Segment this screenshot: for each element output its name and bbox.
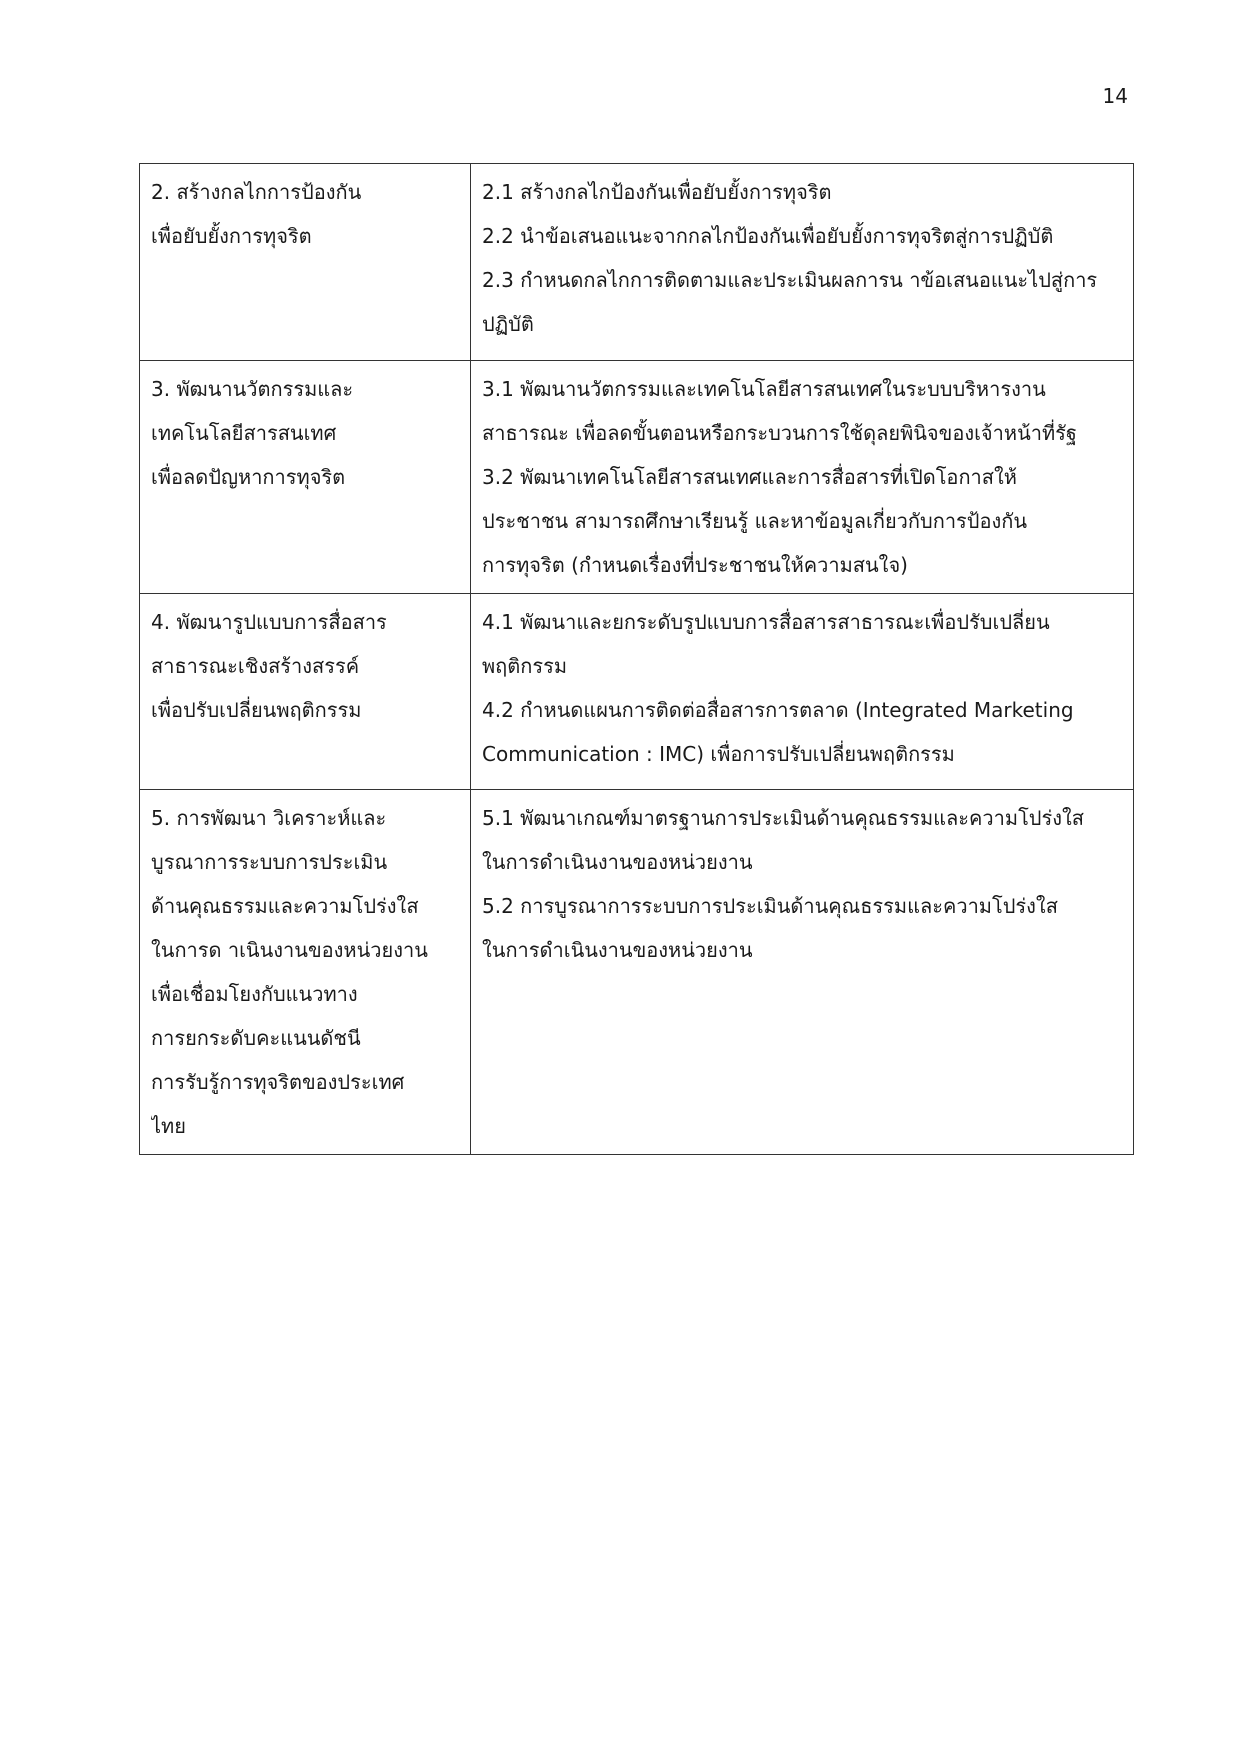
strategy-line: 2. สร้างกลไกการป้องกัน xyxy=(151,180,362,204)
strategy-line: เทคโนโลยีสารสนเทศ xyxy=(151,421,337,445)
measure-line: สาธารณะ เพื่อลดขั้นตอนหรือกระบวนการใช้ดุลยพินิจของเจ้าหน้าที่รัฐ xyxy=(482,421,1077,445)
measures-cell xyxy=(471,790,1134,1155)
measure-line: ประชาชน สามารถศึกษาเรียนรู้ และหาข้อมูลเกี่ยวกับการป้องกัน xyxy=(482,509,1028,533)
strategy-line: การยกระดับคะแนนดัชนี xyxy=(151,1026,361,1050)
strategy-cell xyxy=(140,164,471,361)
strategy-cell xyxy=(140,594,471,790)
measure-line: 3.1 พัฒนานวัตกรรมและเทคโนโลยีสารสนเทศในระบบบริหารงาน xyxy=(482,377,1046,401)
strategy-cell xyxy=(140,790,471,1155)
measures-cell xyxy=(471,164,1134,361)
strategy-cell xyxy=(140,361,471,594)
strategy-line: ด้านคุณธรรมและความโปร่งใส xyxy=(151,894,419,918)
strategy-line: เพื่อปรับเปลี่ยนพฤติกรรม xyxy=(151,698,362,722)
measure-line: 2.2 นำข้อเสนอแนะจากกลไกป้องกันเพื่อยับยั้งการทุจริตสู่การปฏิบัติ xyxy=(482,224,1054,248)
measure-line: ในการดำเนินงานของหน่วยงาน xyxy=(482,850,753,874)
measure-line: การทุจริต (กำหนดเรื่องที่ประชาชนให้ความสนใจ) xyxy=(482,553,908,577)
strategy-line: ในการด าเนินงานของหน่วยงาน xyxy=(151,938,428,962)
strategy-table xyxy=(139,163,1134,1155)
table-row xyxy=(140,361,1134,594)
strategy-line: เพื่อเชื่อมโยงกับแนวทาง xyxy=(151,982,358,1006)
measure-line: 2.1 สร้างกลไกป้องกันเพื่อยับยั้งการทุจริต xyxy=(482,180,832,204)
measure-line: ในการดำเนินงานของหน่วยงาน xyxy=(482,938,753,962)
strategy-line: 5. การพัฒนา วิเคราะห์และ xyxy=(151,806,387,830)
page-number: 14 xyxy=(1102,84,1128,108)
measure-line: 2.3 กำหนดกลไกการติดตามและประเมินผลการน าข้อเสนอแนะไปสู่การ xyxy=(482,268,1098,292)
measure-line: 3.2 พัฒนาเทคโนโลยีสารสนเทศและการสื่อสารที่เปิดโอกาสให้ xyxy=(482,465,1017,489)
table-row xyxy=(140,790,1134,1155)
measure-line: 4.2 กำหนดแผนการติดต่อสื่อสารการตลาด (Integrated Marketing xyxy=(482,698,1074,722)
measure-line: 4.1 พัฒนาและยกระดับรูปแบบการสื่อสารสาธารณะเพื่อปรับเปลี่ยน xyxy=(482,610,1050,634)
strategy-line: 4. พัฒนารูปแบบการสื่อสาร xyxy=(151,610,387,634)
measures-cell xyxy=(471,361,1134,594)
strategy-line: เพื่อลดปัญหาการทุจริต xyxy=(151,465,346,489)
strategy-line: เพื่อยับยั้งการทุจริต xyxy=(151,224,312,248)
measure-line: พฤติกรรม xyxy=(482,654,568,678)
strategy-line: ไทย xyxy=(151,1114,186,1138)
strategy-line: การรับรู้การทุจริตของประเทศ xyxy=(151,1070,405,1094)
measure-line: ปฏิบัติ xyxy=(482,312,534,336)
table-row xyxy=(140,164,1134,361)
strategy-line: สาธารณะเชิงสร้างสรรค์ xyxy=(151,654,360,678)
measure-line: Communication : IMC) เพื่อการปรับเปลี่ยนพฤติกรรม xyxy=(482,742,955,766)
strategy-line: บูรณาการระบบการประเมิน xyxy=(151,850,388,874)
measure-line: 5.1 พัฒนาเกณฑ์มาตรฐานการประเมินด้านคุณธรรมและความโปร่งใส xyxy=(482,806,1084,830)
table-row xyxy=(140,594,1134,790)
measure-line: 5.2 การบูรณาการระบบการประเมินด้านคุณธรรมและความโปร่งใส xyxy=(482,894,1058,918)
strategy-line: 3. พัฒนานวัตกรรมและ xyxy=(151,377,354,401)
measures-cell xyxy=(471,594,1134,790)
